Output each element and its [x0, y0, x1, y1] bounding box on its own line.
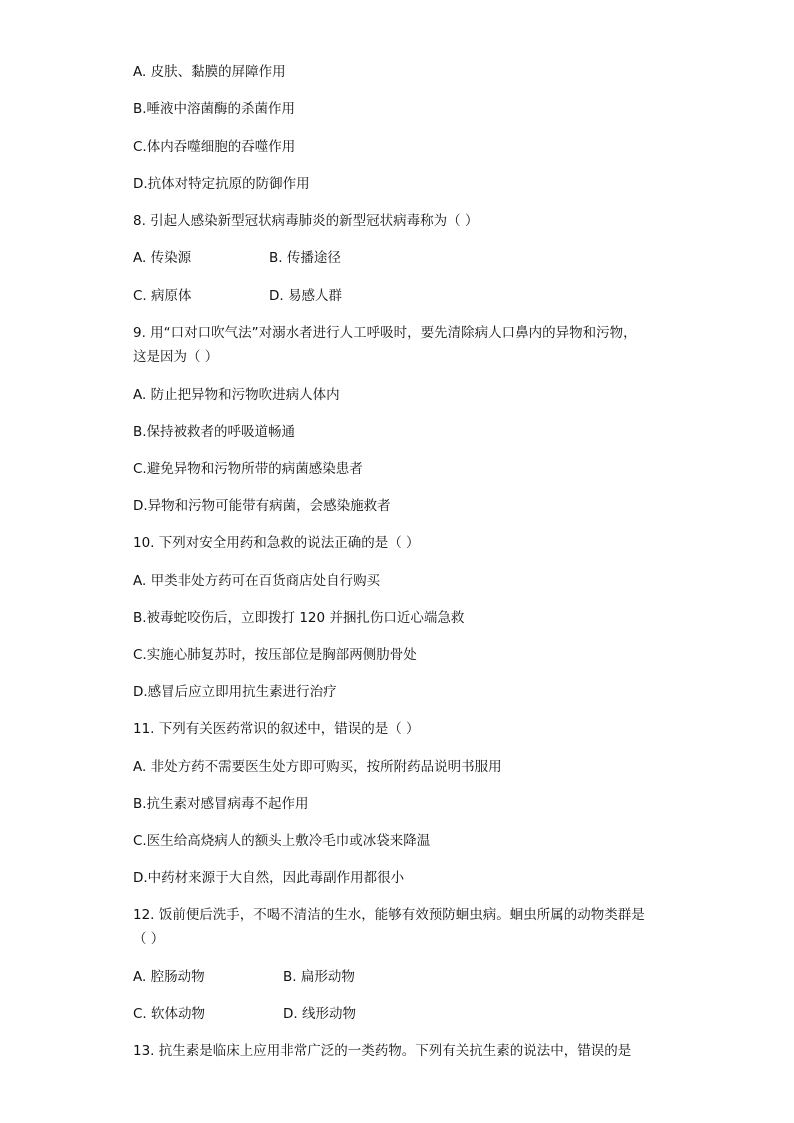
q8-option-c: C. 病原体 — [133, 288, 192, 304]
q10-option-a: A. 甲类非处方药可在百货商店处自行购买 — [133, 573, 381, 589]
q9-stem-line2: 这是因为（ ） — [133, 349, 219, 365]
q10-option-c: C.实施心肺复苏时，按压部位是胸部两侧肋骨处 — [133, 647, 417, 663]
q7-option-a: A. 皮肤、黏膜的屏障作用 — [133, 64, 286, 80]
q13-stem: 13. 抗生素是临床上应用非常广泛的一类药物。下列有关抗生素的说法中，错误的是 — [133, 1043, 632, 1059]
q7-option-d: D.抗体对特定抗原的防御作用 — [133, 176, 310, 192]
q12-option-a: A. 腔肠动物 — [133, 969, 205, 985]
q8-option-d: D. 易感人群 — [269, 288, 342, 304]
q9-stem-line1: 9. 用“口对口吹气法”对溺水者进行人工呼吸时，要先清除病人口鼻内的异物和污物， — [133, 325, 637, 341]
q7-option-c: C.体内吞噬细胞的吞噬作用 — [133, 139, 296, 155]
q9-option-c: C.避免异物和污物所带的病菌感染患者 — [133, 461, 363, 477]
q9-option-a: A. 防止把异物和污物吹进病人体内 — [133, 387, 340, 403]
q12-option-d: D. 线形动物 — [283, 1006, 356, 1022]
q9-option-d: D.异物和污物可能带有病菌，会感染施救者 — [133, 498, 391, 514]
q8-option-b: B. 传播途径 — [269, 250, 341, 266]
q10-option-b: B.被毒蛇咬伤后，立即拨打 120 并捆扎伤口近心端急救 — [133, 610, 465, 626]
q9-option-b: B.保持被救者的呼吸道畅通 — [133, 424, 296, 440]
q7-option-b: B.唾液中溶菌酶的杀菌作用 — [133, 101, 296, 117]
q10-option-d: D.感冒后应立即用抗生素进行治疗 — [133, 684, 337, 700]
q11-option-a: A. 非处方药不需要医生处方即可购买，按所附药品说明书服用 — [133, 759, 502, 775]
q10-stem: 10. 下列对安全用药和急救的说法正确的是（ ） — [133, 535, 420, 551]
q8-stem: 8. 引起人感染新型冠状病毒肺炎的新型冠状病毒称为（ ） — [133, 213, 479, 229]
q8-option-a: A. 传染源 — [133, 250, 192, 266]
q12-stem-line1: 12. 饭前便后洗手，不喝不清洁的生水，能够有效预防蛔虫病。蛔虫所属的动物类群是 — [133, 907, 645, 923]
q11-option-d: D.中药材来源于大自然，因此毒副作用都很小 — [133, 870, 405, 886]
q11-stem: 11. 下列有关医药常识的叙述中，错误的是（ ） — [133, 721, 420, 737]
q11-option-c: C.医生给高烧病人的额头上敷冷毛巾或冰袋来降温 — [133, 833, 431, 849]
q12-stem-line2: （ ） — [133, 931, 165, 947]
q12-option-c: C. 软体动物 — [133, 1006, 206, 1022]
q12-option-b: B. 扁形动物 — [283, 969, 355, 985]
q11-option-b: B.抗生素对感冒病毒不起作用 — [133, 796, 309, 812]
